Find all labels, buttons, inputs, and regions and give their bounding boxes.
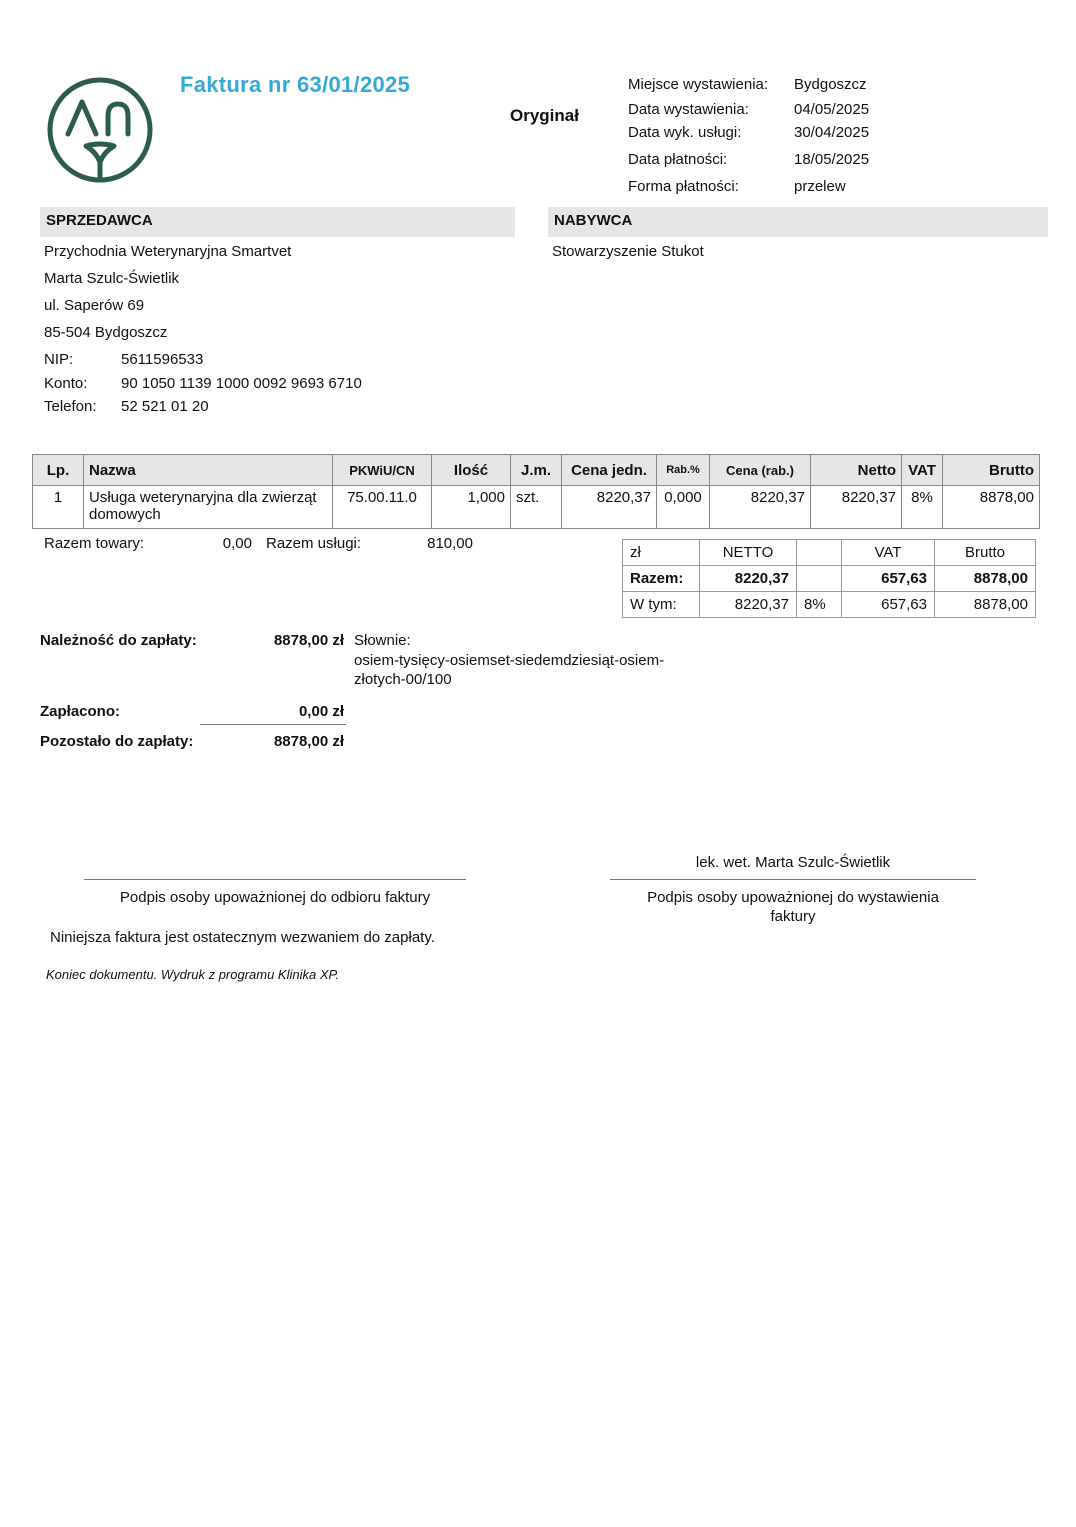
cell-ilosc: 1,000: [432, 486, 511, 529]
sum-h-brutto: Brutto: [935, 540, 1036, 566]
meta-label: Miejsce wystawienia:: [628, 76, 769, 93]
meta-value: 30/04/2025: [794, 124, 870, 141]
receiver-signature-line: [84, 879, 466, 880]
invoice-meta: [628, 72, 869, 199]
cell-rab: 0,000: [657, 486, 710, 529]
nip-value: 5611596533: [121, 351, 204, 368]
sum-h-vat: VAT: [842, 540, 935, 566]
sum-razem-label: Razem:: [623, 566, 700, 592]
seller-city: 85-504 Bydgoszcz: [44, 324, 168, 341]
receiver-signature-caption: Podpis osoby upoważnionej do odbioru faktury: [119, 889, 431, 906]
col-vat: VAT: [902, 455, 943, 486]
sum-wtym-label: W tym:: [623, 592, 700, 618]
col-rab: Rab.%: [657, 455, 710, 486]
cell-cena-rab: 8220,37: [710, 486, 811, 529]
seller-account: [44, 375, 362, 392]
cell-lp: 1: [33, 486, 84, 529]
col-nazwa: Nazwa: [84, 455, 333, 486]
total-services-value: 810,00: [427, 535, 473, 552]
document-end-note: Koniec dokumentu. Wydruk z programu Klinika XP.: [46, 967, 340, 982]
meta-row-service-date: [628, 120, 869, 145]
total-goods-value: 0,00: [222, 535, 252, 552]
col-jm: J.m.: [511, 455, 562, 486]
summary-total-row: [623, 566, 1036, 592]
seller-name: Przychodnia Weterynaryjna Smartvet: [44, 243, 292, 260]
issuer-signature-line: [610, 879, 976, 880]
in-words-line2: złotych-00/100: [354, 671, 452, 688]
cell-pkwiu: 75.00.11.0: [333, 486, 432, 529]
sum-wtym-brutto: 8878,00: [935, 592, 1036, 618]
col-cena: Cena jedn.: [562, 455, 657, 486]
meta-label: Data wystawienia:: [628, 101, 749, 118]
nip-label: NIP:: [44, 351, 74, 368]
total-goods-label: Razem towary:: [44, 535, 145, 552]
seller-nip: [44, 351, 203, 368]
summary-detail-row: [623, 592, 1036, 618]
remaining-value: 8878,00 zł: [273, 733, 344, 750]
col-pkwiu: PKWiU/CN: [333, 455, 432, 486]
items-table: [32, 454, 1040, 529]
col-netto: Netto: [811, 455, 902, 486]
account-value: 90 1050 1139 1000 0092 9693 6710: [121, 375, 362, 392]
total-services-label: Razem usługi:: [266, 535, 362, 552]
sum-razem-netto: 8220,37: [700, 566, 797, 592]
sum-h-empty: [797, 540, 842, 566]
seller-owner: Marta Szulc-Świetlik: [44, 270, 180, 287]
cell-jm: szt.: [511, 486, 562, 529]
paid-label: Zapłacono:: [40, 703, 121, 720]
invoice-title: Faktura nr 63/01/2025: [180, 72, 411, 97]
summary-header-row: [623, 540, 1036, 566]
amount-due-value: 8878,00 zł: [273, 632, 344, 649]
buyer-heading: NABYWCA: [548, 207, 1048, 237]
paid-value: 0,00 zł: [298, 703, 344, 720]
seller-street: ul. Saperów 69: [44, 297, 145, 314]
cell-cena: 8220,37: [562, 486, 657, 529]
in-words-line1: osiem-tysięcy-osiemset-siedemdziesiąt-osiem-: [354, 652, 665, 669]
col-cena-rab: Cena (rab.): [710, 455, 811, 486]
cell-netto: 8220,37: [811, 486, 902, 529]
col-ilosc: Ilość: [432, 455, 511, 486]
meta-row-issue-date: [628, 97, 869, 122]
sum-h-currency: zł: [623, 540, 700, 566]
meta-value: 18/05/2025: [794, 151, 870, 168]
meta-row-place: [628, 72, 869, 97]
paid-underline: [200, 724, 346, 725]
issuer-signature-caption-line2: faktury: [770, 908, 816, 925]
original-label: Oryginał: [510, 106, 579, 125]
col-lp: Lp.: [33, 455, 84, 486]
cell-brutto: 8878,00: [943, 486, 1040, 529]
col-brutto: Brutto: [943, 455, 1040, 486]
meta-label: Data wyk. usługi:: [628, 124, 742, 141]
clinic-logo: [46, 76, 154, 184]
amount-due-label: Należność do zapłaty:: [40, 632, 197, 649]
in-words-label: Słownie:: [354, 632, 411, 649]
sum-wtym-netto: 8220,37: [700, 592, 797, 618]
remaining-label: Pozostało do zapłaty:: [40, 733, 194, 750]
phone-label: Telefon:: [44, 398, 97, 415]
sum-wtym-vat: 657,63: [842, 592, 935, 618]
sum-h-netto: NETTO: [700, 540, 797, 566]
items-header-row: [33, 455, 1040, 486]
cell-vat: 8%: [902, 486, 943, 529]
summary-table: [622, 539, 1036, 618]
meta-value: Bydgoszcz: [794, 76, 867, 93]
phone-value: 52 521 01 20: [121, 398, 209, 415]
cell-nazwa: Usługa weterynaryjna dla zwierząt domowych: [84, 486, 333, 529]
meta-row-due-date: [628, 147, 869, 172]
meta-label: Data płatności:: [628, 151, 728, 168]
seller-phone: [44, 398, 209, 415]
sum-razem-empty: [797, 566, 842, 592]
issuer-signature-caption-line1: Podpis osoby upoważnionej do wystawienia: [647, 889, 939, 906]
seller-heading: SPRZEDAWCA: [40, 207, 515, 237]
sum-wtym-rate: 8%: [797, 592, 842, 618]
table-row: [33, 486, 1040, 529]
meta-value: 04/05/2025: [794, 101, 870, 118]
final-notice: Niniejsza faktura jest ostatecznym wezwaniem do zapłaty.: [50, 929, 435, 946]
issuer-name: lek. wet. Marta Szulc-Świetlik: [695, 854, 891, 871]
account-label: Konto:: [44, 375, 88, 392]
meta-value: przelew: [794, 178, 846, 195]
buyer-name: Stowarzyszenie Stukot: [552, 243, 704, 260]
meta-row-payment-form: [628, 174, 869, 199]
meta-label: Forma płatności:: [628, 178, 739, 195]
sum-razem-vat: 657,63: [842, 566, 935, 592]
sum-razem-brutto: 8878,00: [935, 566, 1036, 592]
